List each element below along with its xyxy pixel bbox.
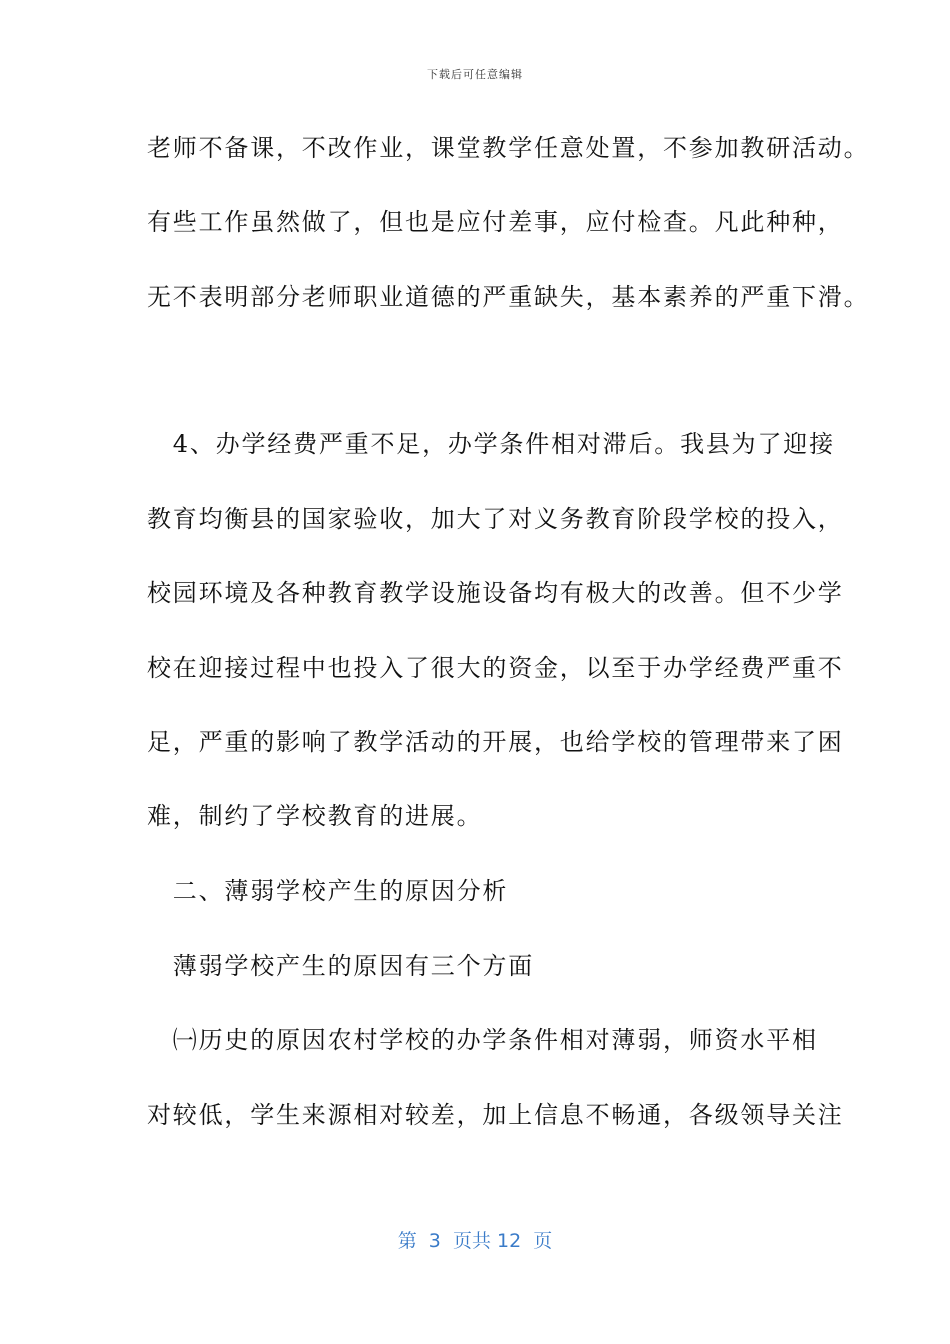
body-line-7: 校在迎接过程中也投入了很大的资金，以至于办学经费严重不 (147, 654, 844, 682)
body-line-13: 对较低，学生来源相对较差，加上信息不畅通，各级领导关注 (147, 1101, 844, 1129)
body-line-11: 薄弱学校产生的原因有三个方面 (147, 952, 534, 980)
body-line-4: 4、办学经费严重不足，办学条件相对滞后。我县为了迎接 (147, 430, 835, 458)
section-heading: 二、薄弱学校产生的原因分析 (147, 877, 509, 905)
body-line-3: 无不表明部分老师职业道德的严重缺失，基本素养的严重下滑。 (147, 283, 870, 311)
body-line-12: ㈠历史的原因农村学校的办学条件相对薄弱，师资水平相 (147, 1026, 818, 1054)
body-line-8: 足，严重的影响了教学活动的开展，也给学校的管理带来了困 (147, 728, 844, 756)
body-line-1: 老师不备课，不改作业，课堂教学任意处置，不参加教研活动。 (147, 134, 870, 162)
page-number-footer: 第 3 页共 12 页 (397, 1230, 553, 1252)
body-line-5: 教育均衡县的国家验收，加大了对义务教育阶段学校的投入， (147, 505, 844, 533)
body-line-6: 校园环境及各种教育教学设施设备均有极大的改善。但不少学 (147, 579, 844, 607)
body-line-2: 有些工作虽然做了，但也是应付差事，应付检查。凡此种种， (147, 208, 844, 236)
body-line-9: 难，制约了学校教育的进展。 (147, 802, 483, 830)
header-note: 下载后可任意编辑 (427, 68, 523, 81)
